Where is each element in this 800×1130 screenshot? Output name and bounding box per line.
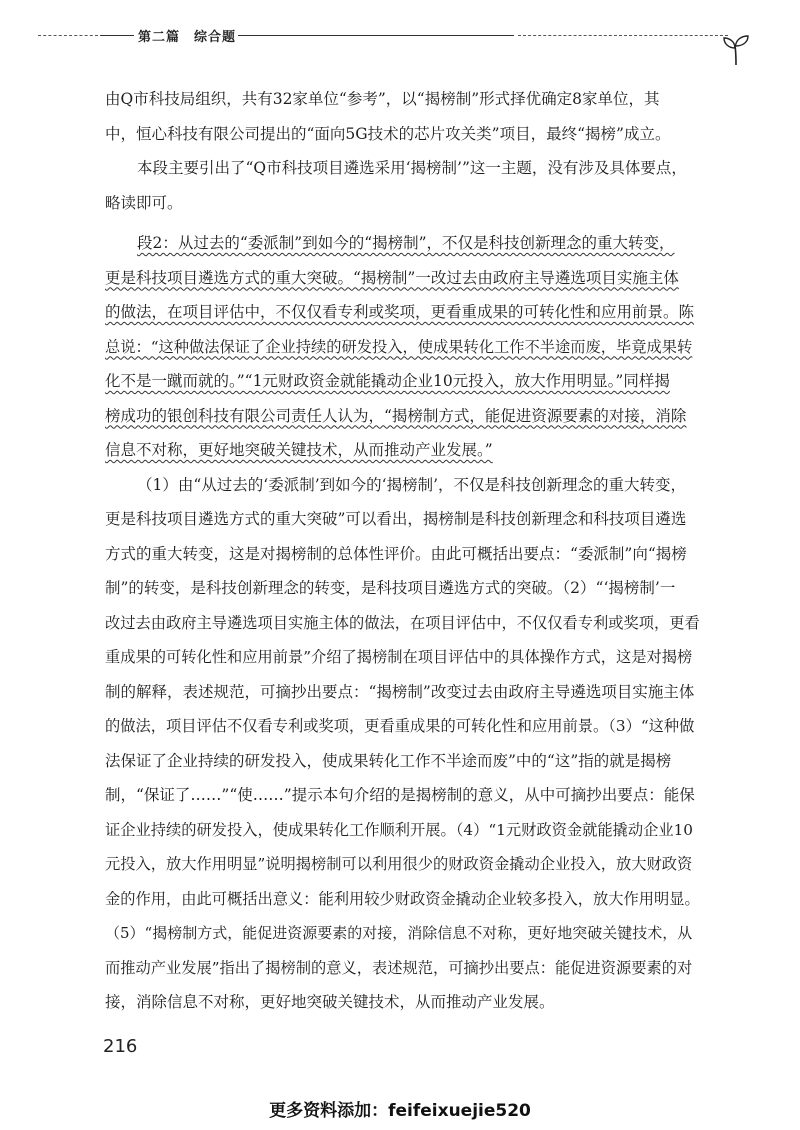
text-line: 总说：“这种做法保证了企业持续的研发投入，使成果转化工作不半途而废，毕竟成果转 — [105, 337, 693, 356]
header-rule-left — [100, 35, 134, 36]
text-line: 的做法，在项目评估中，不仅仅看专利或奖项，更看重成果的可转化性和应用前景。陈 — [105, 303, 695, 321]
text-line: 法保证了企业持续的研发投入，使成果转化工作不半途而废”中的“这”指的就是揭榜 — [105, 751, 672, 770]
header-rule-dashed-right — [518, 35, 728, 36]
text-line: 制的解释，表述规范，可摘抄出要点：“揭榜制”改变过去由政府主导遴选项目实施主体 — [105, 682, 695, 701]
main-text — [105, 82, 701, 1020]
running-header — [38, 26, 738, 44]
text-line: 接，消除信息不对称，更好地突破关键技术，从而推动产业发展。 — [105, 993, 555, 1011]
text-line: 制”的转变，是科技创新理念的转变，是科技项目遴选方式的突破。（2）“‘揭榜制’一 — [105, 579, 676, 597]
watermark-text: 更多资料添加：feifeixuejie520 — [269, 1101, 531, 1121]
text-line: 更是科技项目遴选方式的重大突破。“揭榜制”一改过去由政府主导遴选项目实施主体 — [105, 268, 679, 287]
text-line: （1）由“从过去的‘委派制’到如今的‘揭榜制’，不仅是科技创新理念的重大转变， — [137, 475, 686, 494]
text-line: 制，“保证了……”“使……”提示本句介绍的是揭榜制的意义，从中可摘抄出要点：能保 — [105, 786, 695, 804]
text-line: 本段主要引出了“Q市科技项目遴选采用‘揭榜制’”这一主题，没有涉及具体要点， — [137, 159, 687, 177]
text-line: 略读即可。 — [105, 193, 183, 212]
text-line: 方式的重大转变，这是对揭榜制的总体性评价。由此可概括出要点：“委派制”向“揭榜 — [105, 544, 687, 563]
text-line: 而推动产业发展”指出了揭榜制的意义，表述规范，可摘抄出要点：能促进资源要素的对 — [105, 958, 693, 977]
header-title: 第二篇 综合题 — [138, 30, 237, 45]
text-line: 的做法，项目评估不仅看专利或奖项，更看重成果的可转化性和应用前景。（3）“这种做 — [105, 717, 695, 735]
sprout-icon — [721, 34, 751, 66]
text-line: 金的作用，由此可概括出意义：能利用较少财政资金撬动企业较多投入，放大作用明显。 — [105, 889, 700, 908]
text-line: 元投入，放大作用明显”说明揭榜制可以利用很少的财政资金撬动企业投入，放大财政资 — [105, 855, 693, 873]
text-line: （5）“揭榜制方式，能促进资源要素的对接，消除信息不对称，更好地突破关键技术，从 — [105, 924, 693, 942]
text-line: 由Q市科技局组织，共有32家单位“参考”，以“揭榜制”形式择优确定8家单位，其 — [105, 90, 660, 108]
text-line: 证企业持续的研发投入，使成果转化工作顺利开展。（4）“1元财政资金就能撬动企业10 — [105, 820, 693, 839]
text-line: 榜成功的银创科技有限公司责任人认为，“揭榜制方式，能促进资源要素的对接，消除 — [105, 406, 687, 425]
text-line: 更是科技项目遴选方式的重大突破”可以看出，揭榜制是科技创新理念和科技项目遴选 — [105, 510, 687, 528]
text-line: 段2：从过去的“委派制”到如今的“揭榜制”，不仅是科技创新理念的重大转变， — [137, 234, 675, 252]
text-line: 中，恒心科技有限公司提出的“面向5G技术的芯片攻关类”项目，最终“揭榜”成立。 — [105, 124, 671, 143]
text-line: 化不是一蹴而就的。”“1元财政资金就能撬动企业10元投入，放大作用明显。”同样揭 — [105, 372, 670, 390]
text-line: 改过去由政府主导遴选项目实施主体的做法，在项目评估中，不仅仅看专利或奖项，更看 — [105, 613, 700, 632]
page-number: 216 — [103, 1036, 138, 1057]
text-line: 重成果的可转化性和应用前景”介绍了揭榜制在项目评估中的具体操作方式，这是对揭榜 — [105, 648, 693, 666]
header-rule-dashed-left — [38, 35, 98, 36]
header-rule-right — [238, 35, 514, 36]
text-line: 信息不对称，更好地突破关键技术，从而推动产业发展。” — [105, 441, 493, 459]
